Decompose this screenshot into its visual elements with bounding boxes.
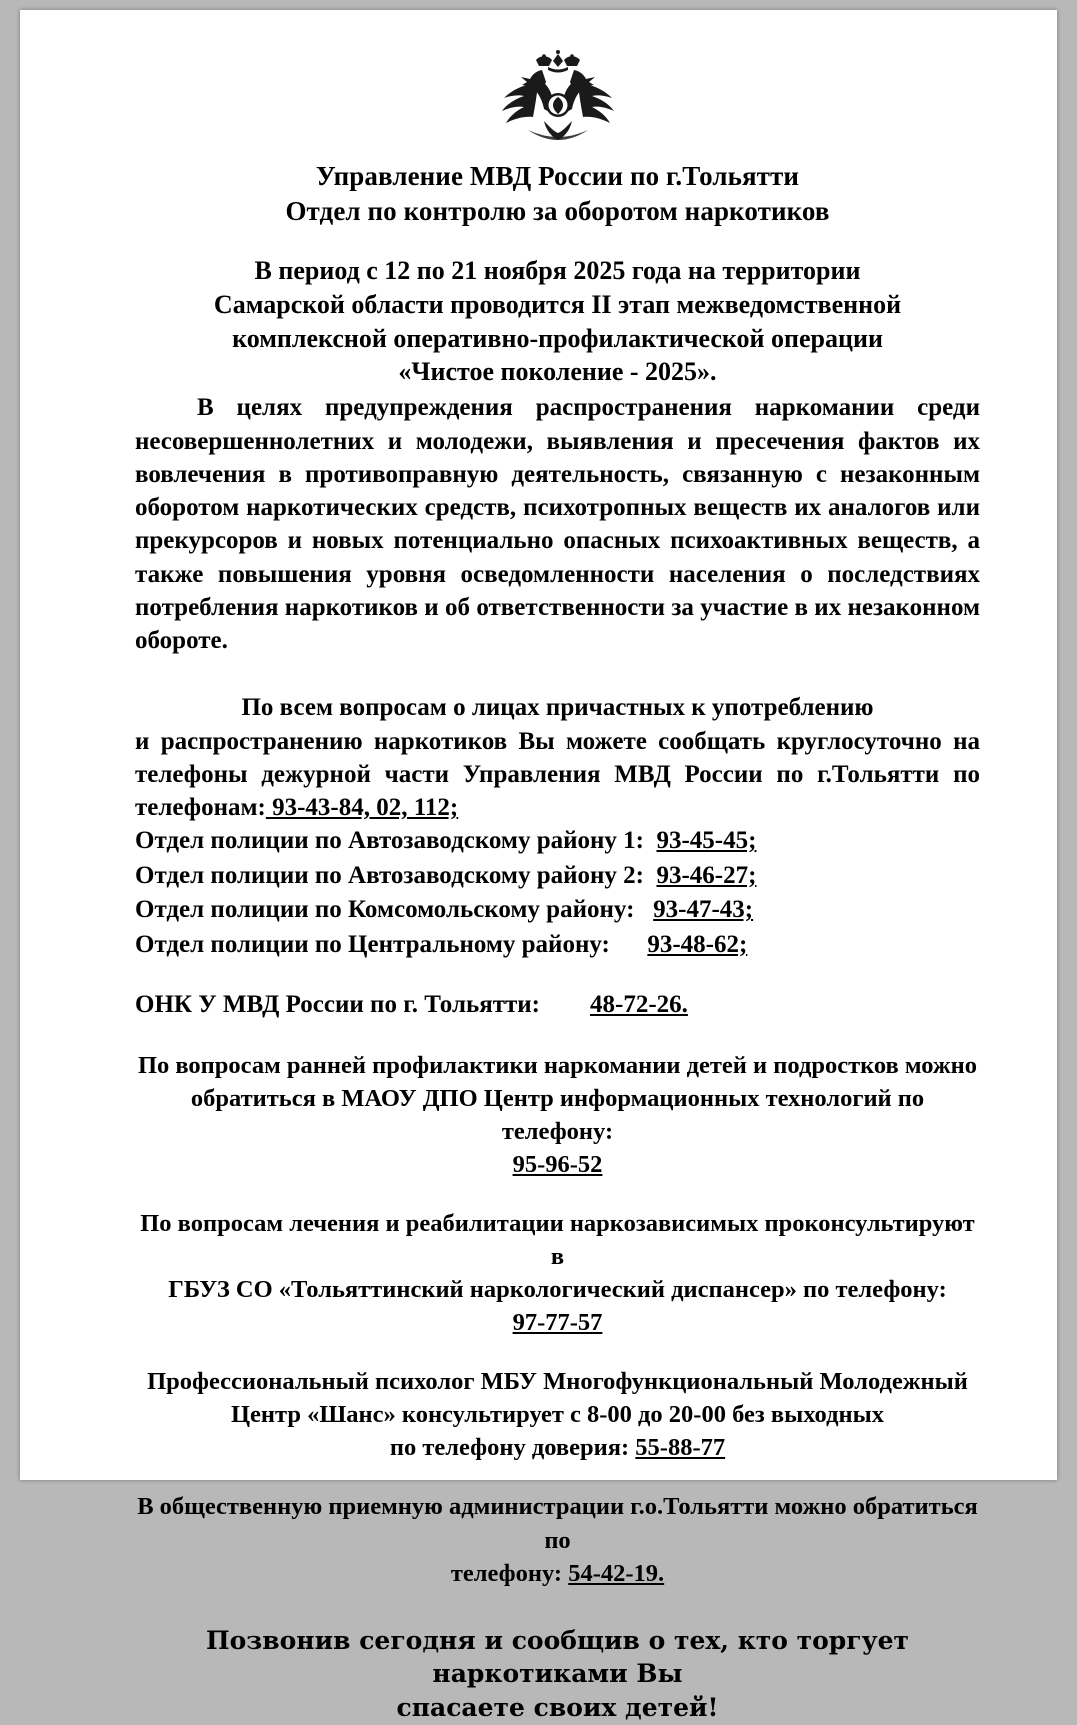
document-content (135, 50, 980, 1725)
spacer (135, 1181, 980, 1207)
info-block-line-1: В общественную приемную администрации г.о.Тольятти можно обратиться по (137, 1493, 978, 1554)
department-phone: 93-45-45; (656, 827, 757, 855)
info-block-line-2-prefix: телефону: (450, 1559, 569, 1587)
emblem-container (135, 50, 980, 155)
closing-line-1: Позвонив сегодня и сообщив о тех, кто торгует наркотиками Вы (206, 1625, 909, 1689)
info-block-line-3-prefix: по телефону доверия: (389, 1434, 636, 1462)
department-row (135, 893, 980, 928)
onk-phone: 48-72-26. (590, 991, 688, 1019)
department-row (135, 859, 980, 894)
page-title-line-2: Отдел по контролю за оборотом наркотиков (285, 195, 830, 226)
announcement-line-2: Самарской области проводится II этап межведомственной (213, 289, 902, 319)
onk-row (135, 988, 980, 1023)
info-block-line-2 (135, 1557, 980, 1590)
department-row (135, 824, 980, 859)
info-block-line-3 (135, 1431, 980, 1464)
info-block-psychologist (135, 1365, 980, 1464)
info-block-prevention (135, 1049, 980, 1181)
announcement-line-4: «Чистое поколение - 2025». (398, 357, 717, 387)
department-name: Отдел полиции по Комсомольскому району: (135, 896, 635, 924)
info-block-line-1: По вопросам лечения и реабилитации наркозависимых проконсультируют в (140, 1210, 975, 1271)
contacts-lead (135, 691, 980, 824)
info-block-line-2: Центр «Шанс» консультирует с 8-00 до 20-00 без выходных (231, 1401, 884, 1429)
info-block-line-2: обратиться в МАОУ ДПО Центр информационных технологий по телефону: (190, 1084, 925, 1145)
info-block-line-2: ГБУЗ СО «Тольяттинский наркологический диспансер» по телефону: (168, 1276, 947, 1304)
spacer (135, 657, 980, 691)
department-name: Отдел полиции по Центральному району: (135, 930, 610, 958)
department-name: Отдел полиции по Автозаводскому району 1: (135, 827, 644, 855)
document-page (20, 10, 1057, 1723)
info-block-treatment (135, 1207, 980, 1339)
spacer (135, 1339, 980, 1365)
info-block-phone: 55-88-77 (635, 1434, 726, 1462)
spacer (135, 1464, 980, 1490)
info-block-line-1: Профессиональный психолог МБУ Многофункциональный Молодежный (147, 1368, 968, 1396)
russian-mvd-eagle-icon (458, 50, 658, 155)
department-phone: 93-46-27; (656, 861, 757, 889)
contacts-lead-line-1: По всем вопросам о лицах причастных к употреблению (241, 694, 874, 722)
department-name: Отдел полиции по Автозаводскому району 2: (135, 861, 644, 889)
info-block-phone: 95-96-52 (512, 1150, 603, 1178)
onk-name: ОНК У МВД России по г. Тольятти: (135, 991, 541, 1019)
announcement-line-3: комплексной оперативно-профилактической операции (232, 323, 883, 353)
spacer (135, 228, 980, 254)
spacer (135, 1590, 980, 1624)
info-block-public-reception (135, 1490, 980, 1589)
spacer (135, 1023, 980, 1049)
info-block-line-1: По вопросам ранней профилактики наркомании детей и подростков можно (137, 1051, 978, 1079)
body-paragraph: В целях предупреждения распространения наркомании среди несовершеннолетних и молодежи, выявления и пресечения фактов их вовлечения в противоправную деятельность, связанную с незаконным оборотом наркотических средств, психотропных веществ их аналогов или прекурсоров и новых потенциально опасных психоактивных веществ, а также повышения уровня осведомленности населения о последствиях потребления наркотиков и об ответственности за участие в их незаконном обороте. (135, 394, 980, 655)
page-title-line-1: Управление МВД России по г.Тольятти (315, 161, 800, 191)
info-block-phone: 54-42-19. (568, 1559, 665, 1587)
announcement-line-1: В период с 12 по 21 ноября 2025 года на территории (254, 256, 861, 286)
closing-line-2: спасаете своих детей! (396, 1693, 719, 1723)
info-block-phone: 97-77-57 (512, 1309, 603, 1337)
main-phones: 93-43-84, 02, 112; (265, 794, 459, 822)
department-phone: 93-47-43; (653, 896, 754, 924)
department-row (135, 928, 980, 963)
contacts-lead-rest: и распространению наркотиков Вы можете сообщать круглосуточно на телефоны дежурной части Управления МВД России по г.Тольятти по телефонам: (135, 727, 980, 822)
department-phone: 93-48-62; (647, 930, 748, 958)
